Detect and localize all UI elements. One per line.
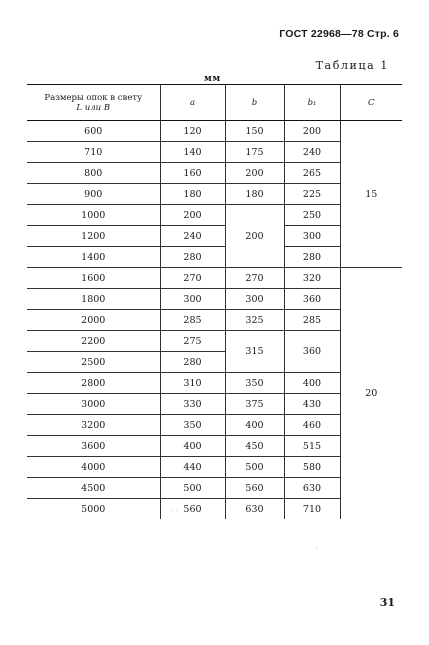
cell-a: 440 (160, 457, 225, 478)
cell-b: 400 (225, 415, 284, 436)
cell-size: 1800 (27, 289, 160, 310)
cell-size: 2200 (27, 331, 160, 352)
cell-b: 200 (225, 163, 284, 184)
cell-b-merged: 315 (225, 331, 284, 373)
header-b: b (225, 85, 284, 121)
cell-b: 325 (225, 310, 284, 331)
header-b1: b₁ (284, 85, 340, 121)
cell-size: 3200 (27, 415, 160, 436)
cell-size: 1200 (27, 226, 160, 247)
cell-b1: 225 (284, 184, 340, 205)
cell-size: 4000 (27, 457, 160, 478)
cell-a: 240 (160, 226, 225, 247)
scan-speck: · · (172, 508, 178, 515)
cell-a: 285 (160, 310, 225, 331)
cell-size: 1400 (27, 247, 160, 268)
cell-b1: 265 (284, 163, 340, 184)
cell-size: 3000 (27, 394, 160, 415)
header-size (27, 85, 160, 121)
header-c: C (340, 85, 402, 121)
cell-a: 275 (160, 331, 225, 352)
cell-b1: 285 (284, 310, 340, 331)
cell-b-merged: 200 (225, 205, 284, 268)
cell-b1: 630 (284, 478, 340, 499)
cell-a: 160 (160, 163, 225, 184)
cell-size: 2500 (27, 352, 160, 373)
cell-a: 300 (160, 289, 225, 310)
page-number: 31 (379, 596, 395, 609)
cell-b: 630 (225, 499, 284, 520)
dimensions-table (27, 84, 402, 519)
cell-b1: 580 (284, 457, 340, 478)
cell-a: 200 (160, 205, 225, 226)
cell-b: 175 (225, 142, 284, 163)
header-size-line2: L или B (76, 102, 111, 113)
cell-size: 1600 (27, 268, 160, 289)
cell-a: 350 (160, 415, 225, 436)
cell-b1: 300 (284, 226, 340, 247)
cell-c-group1: 15 (340, 121, 402, 268)
cell-size: 4500 (27, 478, 160, 499)
table-row (27, 268, 402, 289)
cell-a: 310 (160, 373, 225, 394)
cell-b: 300 (225, 289, 284, 310)
cell-b1: 240 (284, 142, 340, 163)
cell-b: 450 (225, 436, 284, 457)
cell-size: 1000 (27, 205, 160, 226)
cell-a: 280 (160, 247, 225, 268)
page-header: ГОСТ 22968—78 Стр. 6 (279, 28, 399, 40)
cell-b1: 320 (284, 268, 340, 289)
cell-a: 400 (160, 436, 225, 457)
cell-a: 140 (160, 142, 225, 163)
cell-a: 270 (160, 268, 225, 289)
cell-a: 500 (160, 478, 225, 499)
cell-size: 2000 (27, 310, 160, 331)
cell-a: 280 (160, 352, 225, 373)
table-row (27, 121, 402, 142)
cell-b1: 515 (284, 436, 340, 457)
cell-a: 180 (160, 184, 225, 205)
cell-b: 150 (225, 121, 284, 142)
cell-a: 120 (160, 121, 225, 142)
cell-b1: 200 (284, 121, 340, 142)
cell-b: 375 (225, 394, 284, 415)
table-header-row (27, 85, 402, 121)
cell-b1-merged: 360 (284, 331, 340, 373)
header-a: a (160, 85, 225, 121)
cell-b1: 280 (284, 247, 340, 268)
cell-b: 350 (225, 373, 284, 394)
cell-c-group2: 20 (340, 268, 402, 520)
cell-size: 600 (27, 121, 160, 142)
cell-size: 710 (27, 142, 160, 163)
cell-size: 800 (27, 163, 160, 184)
cell-size: 5000 (81, 503, 106, 515)
cell-b: 180 (225, 184, 284, 205)
cell-size: 3600 (27, 436, 160, 457)
cell-b: 500 (225, 457, 284, 478)
cell-b1: 430 (284, 394, 340, 415)
header-size-line1: Размеры опок в свету (44, 92, 143, 103)
cell-b: 560 (225, 478, 284, 499)
unit-label: мм (204, 74, 221, 84)
cell-b1: 400 (284, 373, 340, 394)
cell-a: 330 (160, 394, 225, 415)
scan-speck: · (316, 546, 318, 553)
cell-size: 2800 (27, 373, 160, 394)
cell-b1: 360 (284, 289, 340, 310)
cell-b1: 460 (284, 415, 340, 436)
cell-b1: 710 (284, 499, 340, 520)
table-title: Таблица 1 (315, 59, 389, 72)
c-column-divider (340, 267, 402, 268)
cell-b1: 250 (284, 205, 340, 226)
cell-size: 900 (27, 184, 160, 205)
cell-a: 560 (160, 499, 225, 520)
cell-b: 270 (225, 268, 284, 289)
